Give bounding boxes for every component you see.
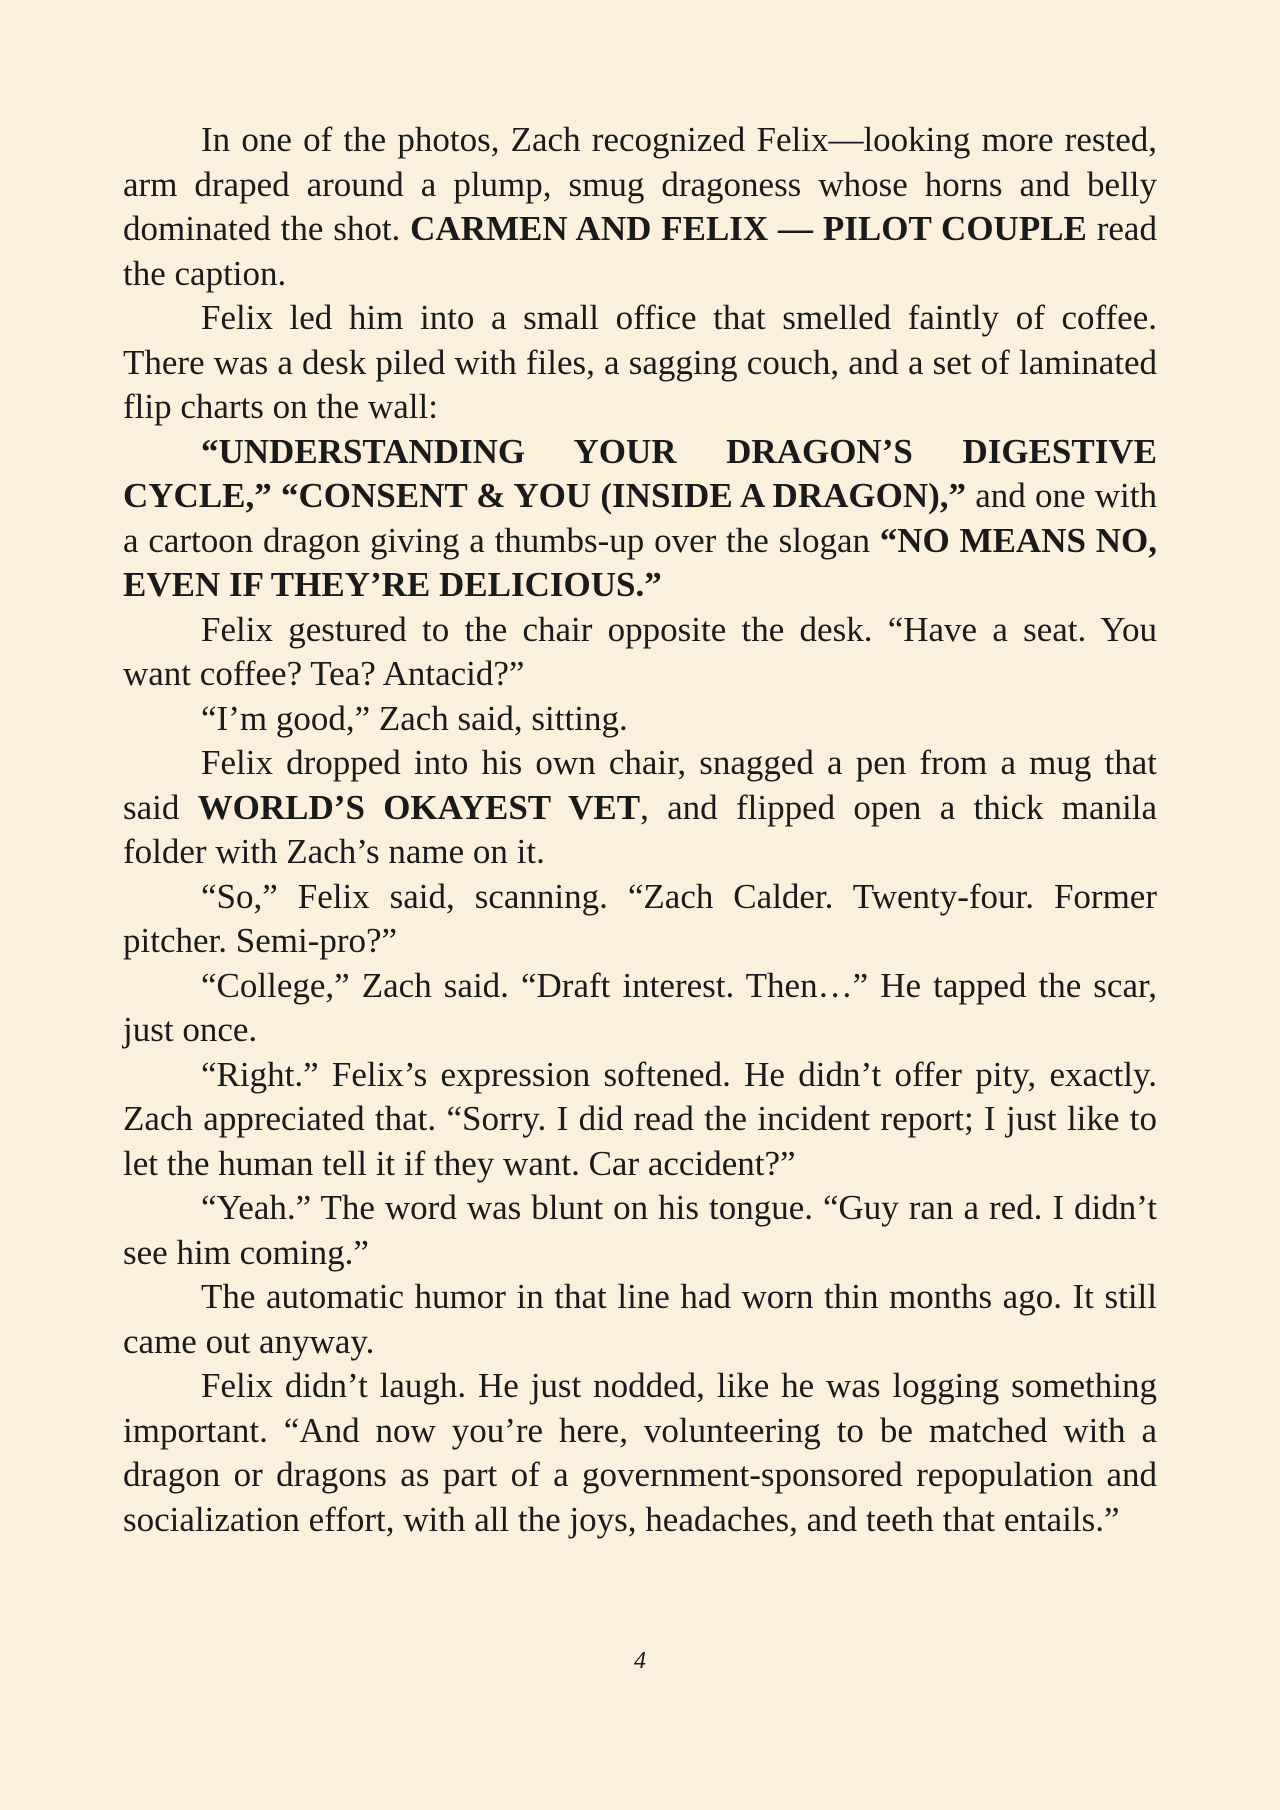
paragraph-8 [123, 964, 1157, 1053]
photo-caption-text: CARMEN AND FELIX — PILOT COUPLE [410, 209, 1087, 248]
paragraph-11 [123, 1275, 1157, 1364]
paragraph-2 [123, 296, 1157, 430]
paragraph-10 [123, 1186, 1157, 1275]
paragraph-4 [123, 608, 1157, 697]
paragraph-text: “Right.” Felix’s expression softened. He didn’t offer pity, exactly. Zach appreciated that. “Sorry. I did read the incident report; I just like to let the human tell it if they want. Car accident?” [123, 1054, 1157, 1183]
paragraph-3 [123, 430, 1157, 608]
paragraph-text: The automatic humor in that line had worn thin months ago. It still came out anyway. [123, 1277, 1157, 1361]
paragraph-12 [123, 1364, 1157, 1542]
mug-text: WORLD’S OKAYEST VET [197, 787, 641, 827]
paragraph-text: Felix didn’t laugh. He just nodded, like he was logging something important. “And now you’re here, volunteering to be matched with a dragon or dragons as part of a government-sponsored repopulation and socialization effort, with all the joys, headaches, and teeth that entails.” [123, 1366, 1157, 1539]
paragraph-text: Felix led him into a small office that smelled faintly of coffee. There was a desk piled with files, a sagging couch, and a set of laminated flip charts on the wall: [123, 298, 1157, 426]
paragraph-text: “College,” Zach said. “Draft interest. Then…” He tapped the scar, just once. [123, 965, 1157, 1049]
flip-chart-titles: “UNDERSTANDING YOUR DRAGON’S DIGESTIVE CYCLE,” “CONSENT & YOU (INSIDE A DRAGON),” [123, 431, 1157, 515]
paragraph-text: “So,” Felix said, scanning. “Zach Calder. Twenty-four. Former pitcher. Semi-pro?” [123, 876, 1157, 960]
paragraph-text: Felix gestured to the chair opposite the desk. “Have a seat. You want coffee? Tea? Antacid?” [123, 609, 1157, 693]
paragraph-1 [123, 118, 1157, 296]
paragraph-text: read the caption. [123, 209, 1157, 293]
page-number: 4 [634, 1648, 646, 1674]
paragraph-9 [123, 1053, 1157, 1187]
paragraph-text: “Yeah.” The word was blunt on his tongue. “Guy ran a red. I didn’t see him coming.” [123, 1188, 1157, 1272]
slogan-text: “NO MEANS NO, EVEN IF THEY’RE DELICIOUS.” [123, 520, 1157, 604]
paragraph-7 [123, 875, 1157, 964]
paragraph-text: Felix dropped into his own chair, snagged a pen from a mug that said [123, 743, 1157, 827]
page-body-text [123, 118, 1157, 1542]
paragraph-5 [123, 697, 1157, 742]
paragraph-text: In one of the photos, Zach recognized Felix—looking more rested, arm draped around a plump, smug dragoness whose horns and belly dominated the shot. [123, 120, 1157, 248]
paragraph-6 [123, 741, 1157, 875]
paragraph-text: “I’m good,” Zach said, sitting. [201, 698, 628, 738]
paragraph-text: , and flipped open a thick manila folder with Zach’s name on it. [123, 787, 1158, 871]
paragraph-text: and one with a cartoon dragon giving a thumbs-up over the slogan [123, 476, 1157, 560]
